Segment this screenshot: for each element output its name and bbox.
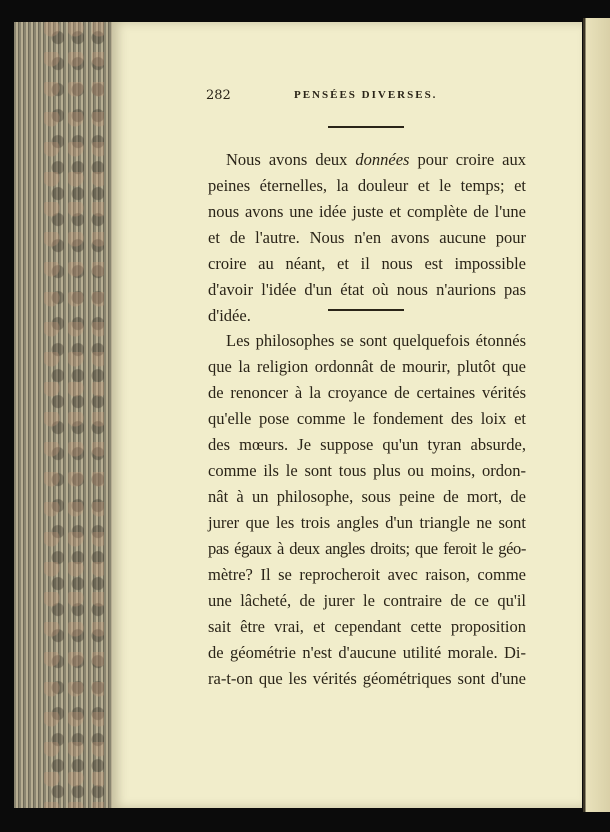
emphasis: données xyxy=(355,150,410,169)
text-line: Nous avons deux données pour croire aux xyxy=(226,150,526,169)
text-line: et de l'autre. Nous n'en avons aucune pour xyxy=(208,228,526,247)
section-divider xyxy=(328,126,404,128)
text-line: Les philosophes se sont quelquefois étonnés xyxy=(226,331,526,350)
section-divider xyxy=(328,309,404,311)
text-line: pas égaux à deux angles droits; que feroit le géo- xyxy=(208,539,526,558)
page-number: 282 xyxy=(206,88,231,103)
text-line: mètre? Il se reprocheroit avec raison, comme xyxy=(208,565,526,584)
paragraph-2 xyxy=(208,328,526,692)
text-line: jurer que les trois angles d'un triangle ne sont xyxy=(208,513,526,532)
text-line: nous avons une idée juste et complète de l'une xyxy=(208,202,526,221)
text-line: nât à un philosophe, sous peine de mort, de xyxy=(208,487,526,506)
facing-page-edge xyxy=(583,18,610,812)
text-line: d'idée. xyxy=(208,306,251,325)
page-edges xyxy=(14,22,114,808)
text-line: que la religion ordonnât de mourir, plutôt que xyxy=(208,357,526,376)
text-line: peines éternelles, la douleur et le temps; et xyxy=(208,176,526,195)
text-line: comme ils le sont tous plus ou moins, ordon- xyxy=(208,461,526,480)
text-line: une lâcheté, de jurer le contraire de ce qu'il xyxy=(208,591,526,610)
paragraph-1 xyxy=(208,147,526,329)
text-line: de renoncer à la croyance de certaines vérités xyxy=(208,383,526,402)
text-line: qu'elle pose comme le fondement des loix et xyxy=(208,409,526,428)
text-line: ra-t-on que les vérités géométriques sont d'une xyxy=(208,669,526,688)
text-line: des mœurs. Je suppose qu'un tyran absurde, xyxy=(208,435,526,454)
text-line: d'avoir l'idée d'un état où nous n'aurions pas xyxy=(208,280,526,299)
running-title: PENSÉES DIVERSES. xyxy=(294,89,438,101)
text-line: sait être vrai, et cependant cette proposition xyxy=(208,617,526,636)
text-line: croire au néant, et il nous est impossible xyxy=(208,254,526,273)
text-line: de géométrie n'est d'aucune utilité morale. Di- xyxy=(208,643,526,662)
